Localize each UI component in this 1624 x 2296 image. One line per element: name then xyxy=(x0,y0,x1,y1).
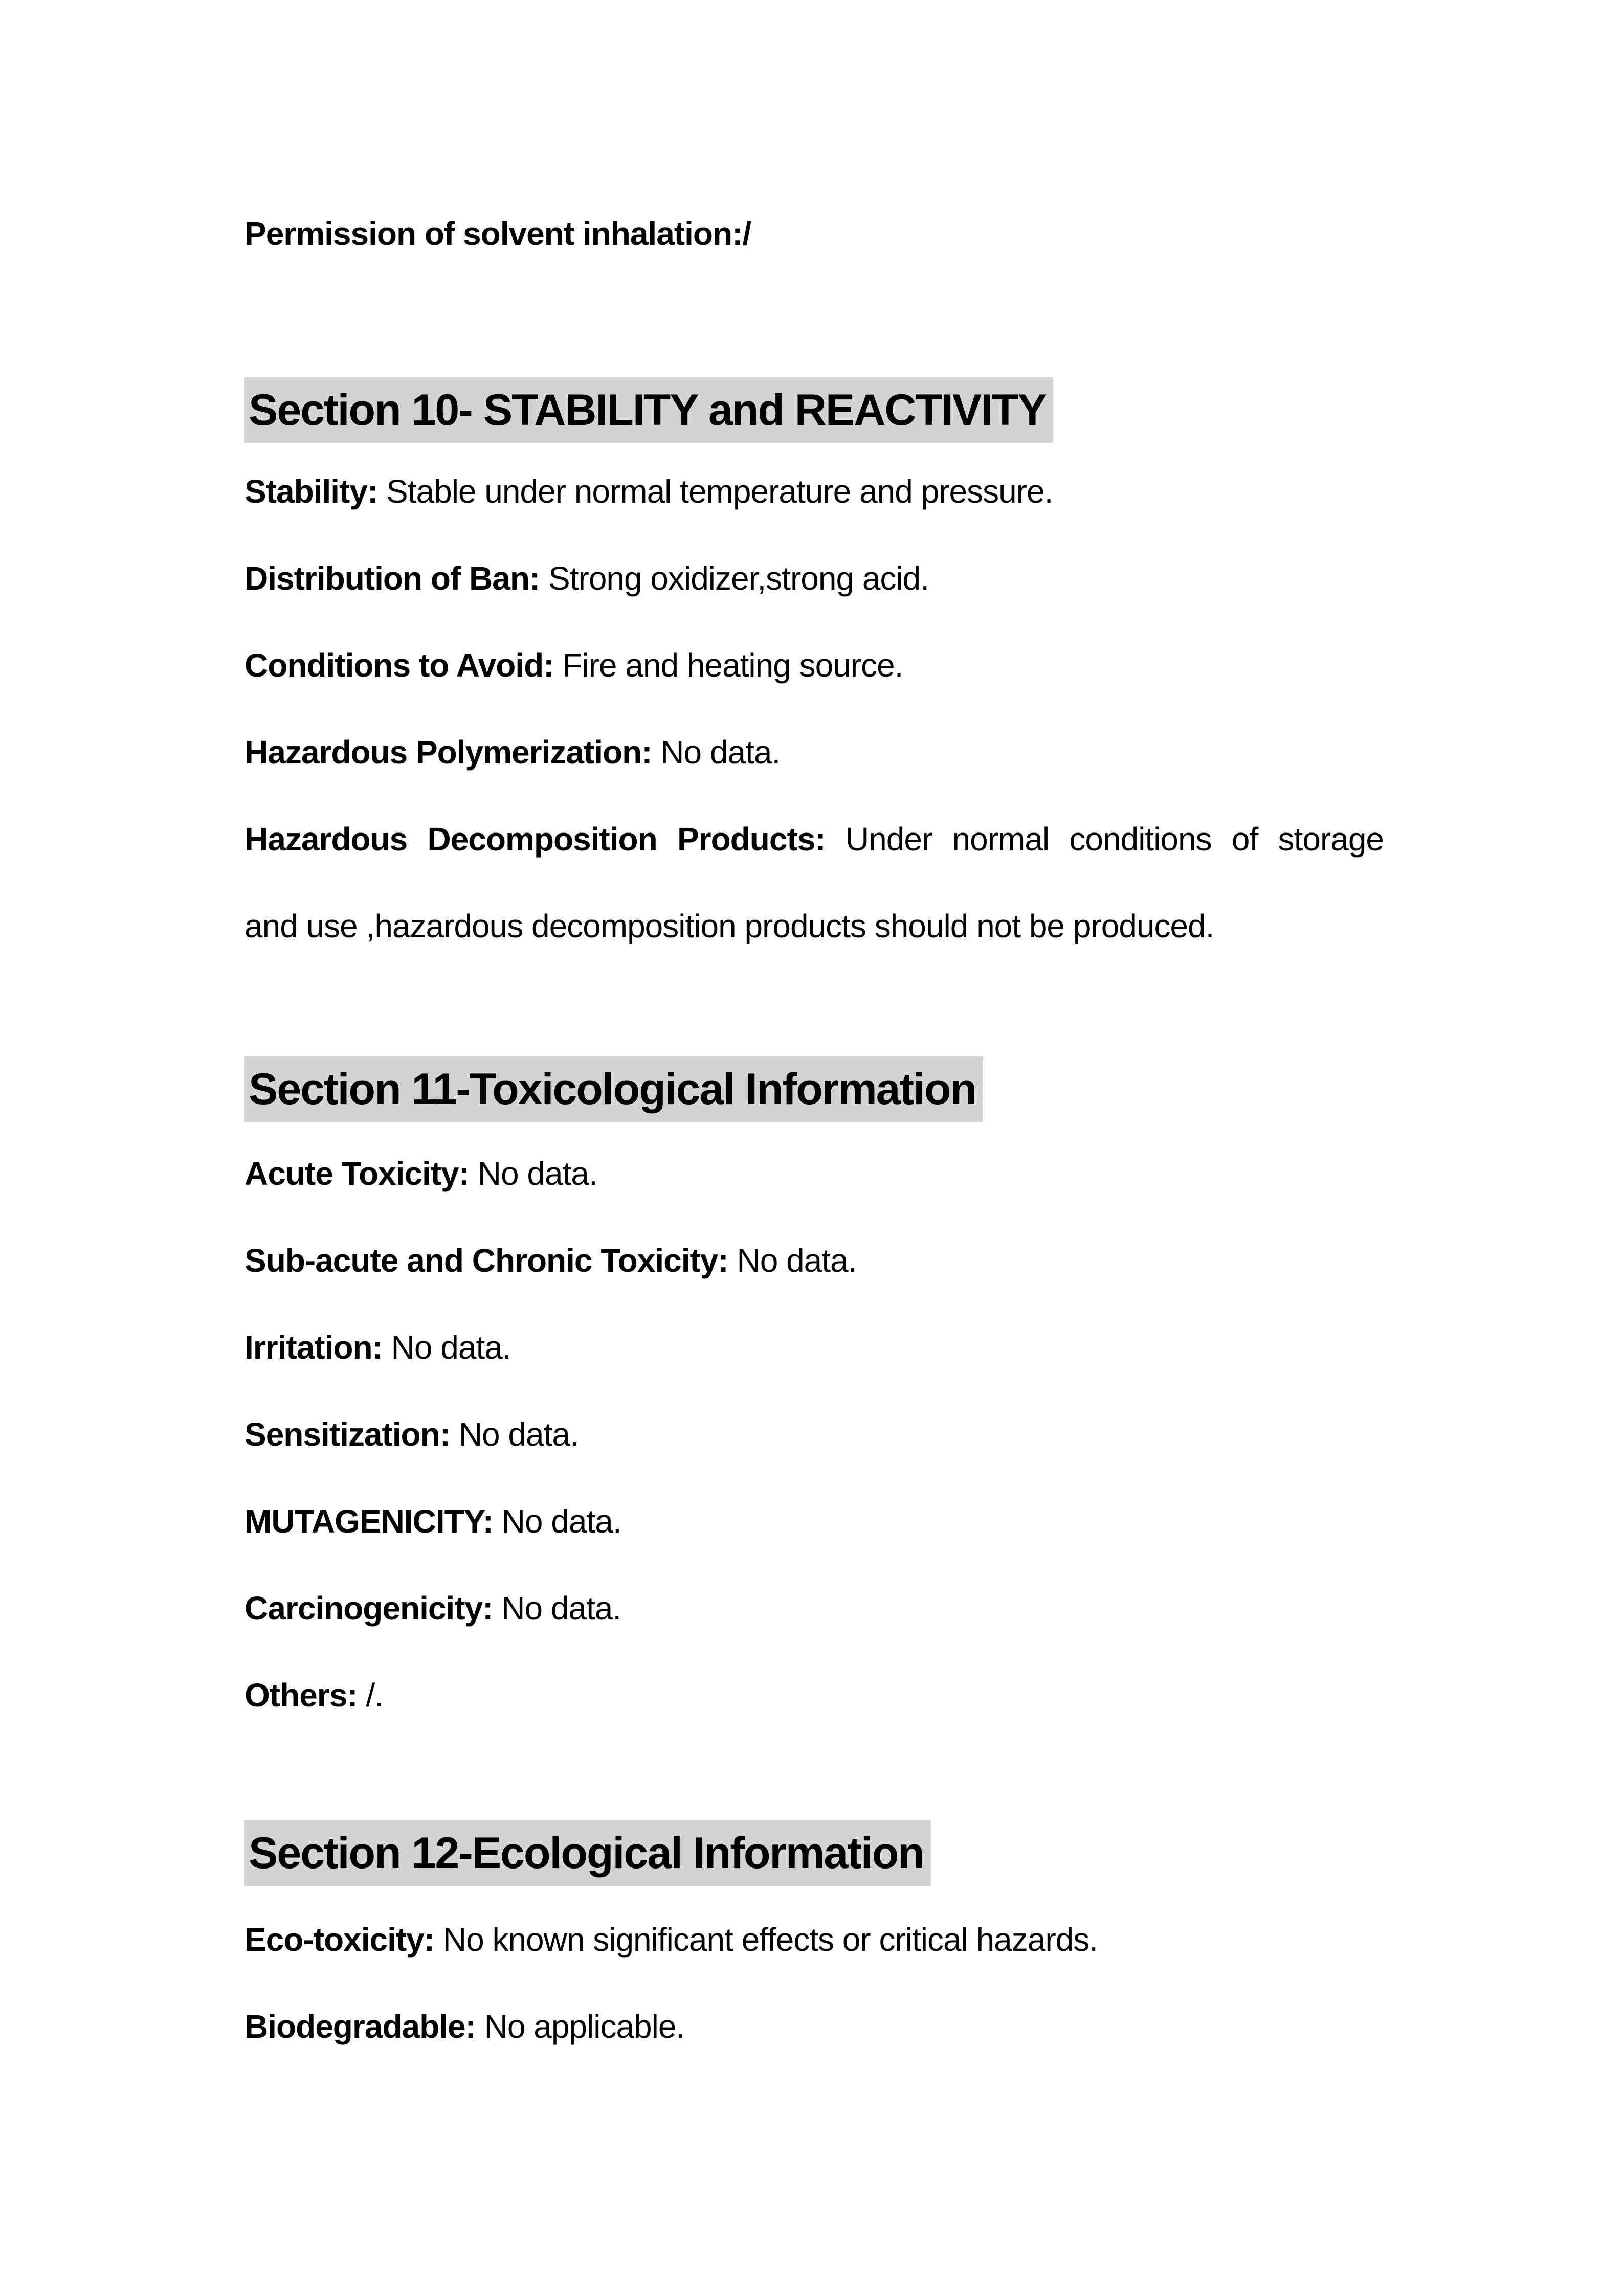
others-line xyxy=(244,1652,1384,1739)
mutagenicity-line xyxy=(244,1478,1384,1565)
conditions-to-avoid-value: Fire and heating source. xyxy=(562,647,903,684)
sensitization-value: No data. xyxy=(458,1416,579,1453)
hazardous-decomposition-value: Under normal conditions of storage xyxy=(845,821,1384,858)
carcinogenicity-value: No data. xyxy=(501,1590,621,1627)
stability-label: Stability: xyxy=(244,473,378,510)
section-10-heading-row xyxy=(244,377,1384,443)
hazardous-polymerization-line xyxy=(244,709,1384,796)
biodegradable-label: Biodegradable: xyxy=(244,2008,476,2045)
irritation-value: No data. xyxy=(391,1329,511,1366)
intro-label: Permission of solvent inhalation:/ xyxy=(244,215,751,252)
others-label: Others: xyxy=(244,1677,358,1714)
acute-toxicity-label: Acute Toxicity: xyxy=(244,1155,469,1192)
stability-line xyxy=(244,448,1384,535)
sensitization-line xyxy=(244,1391,1384,1478)
section-10-heading: Section 10- STABILITY and REACTIVITY xyxy=(244,377,1053,443)
mutagenicity-value: No data. xyxy=(501,1503,621,1540)
sub-acute-chronic-toxicity-value: No data. xyxy=(737,1242,857,1279)
acute-toxicity-value: No data. xyxy=(477,1155,597,1192)
section-11-heading-row xyxy=(244,1056,1384,1122)
eco-toxicity-line xyxy=(244,1896,1384,1983)
biodegradable-value: No applicable. xyxy=(484,2008,685,2045)
conditions-to-avoid-label: Conditions to Avoid: xyxy=(244,647,554,684)
biodegradable-line xyxy=(244,1983,1384,2070)
intro-line xyxy=(244,190,1384,277)
distribution-of-ban-line xyxy=(244,535,1384,622)
acute-toxicity-line xyxy=(244,1130,1384,1217)
sensitization-label: Sensitization: xyxy=(244,1416,451,1453)
hazardous-decomposition-line-1 xyxy=(244,796,1384,883)
stability-value: Stable under normal temperature and pressure. xyxy=(386,473,1053,510)
section-11-heading: Section 11-Toxicological Information xyxy=(244,1056,983,1122)
irritation-label: Irritation: xyxy=(244,1329,383,1366)
hazardous-decomposition-label: Hazardous Decomposition Products: xyxy=(244,821,826,858)
hazardous-polymerization-label: Hazardous Polymerization: xyxy=(244,734,652,771)
others-value: /. xyxy=(366,1677,383,1714)
eco-toxicity-label: Eco-toxicity: xyxy=(244,1921,435,1958)
carcinogenicity-label: Carcinogenicity: xyxy=(244,1590,493,1627)
hazardous-polymerization-value: No data. xyxy=(660,734,781,771)
conditions-to-avoid-line xyxy=(244,622,1384,709)
section-12-heading-row xyxy=(244,1820,1384,1886)
sub-acute-chronic-toxicity-line xyxy=(244,1217,1384,1304)
distribution-of-ban-value: Strong oxidizer,strong acid. xyxy=(548,560,929,597)
distribution-of-ban-label: Distribution of Ban: xyxy=(244,560,540,597)
section-12-heading: Section 12-Ecological Information xyxy=(244,1820,931,1886)
sub-acute-chronic-toxicity-label: Sub-acute and Chronic Toxicity: xyxy=(244,1242,728,1279)
hazardous-decomposition-line-2 xyxy=(244,883,1384,970)
mutagenicity-label: MUTAGENICITY: xyxy=(244,1503,493,1540)
carcinogenicity-line xyxy=(244,1565,1384,1652)
irritation-line xyxy=(244,1304,1384,1391)
eco-toxicity-value: No known significant effects or critical hazards. xyxy=(442,1921,1098,1958)
hazardous-decomposition-continuation: and use ,hazardous decomposition products should not be produced. xyxy=(244,908,1214,944)
